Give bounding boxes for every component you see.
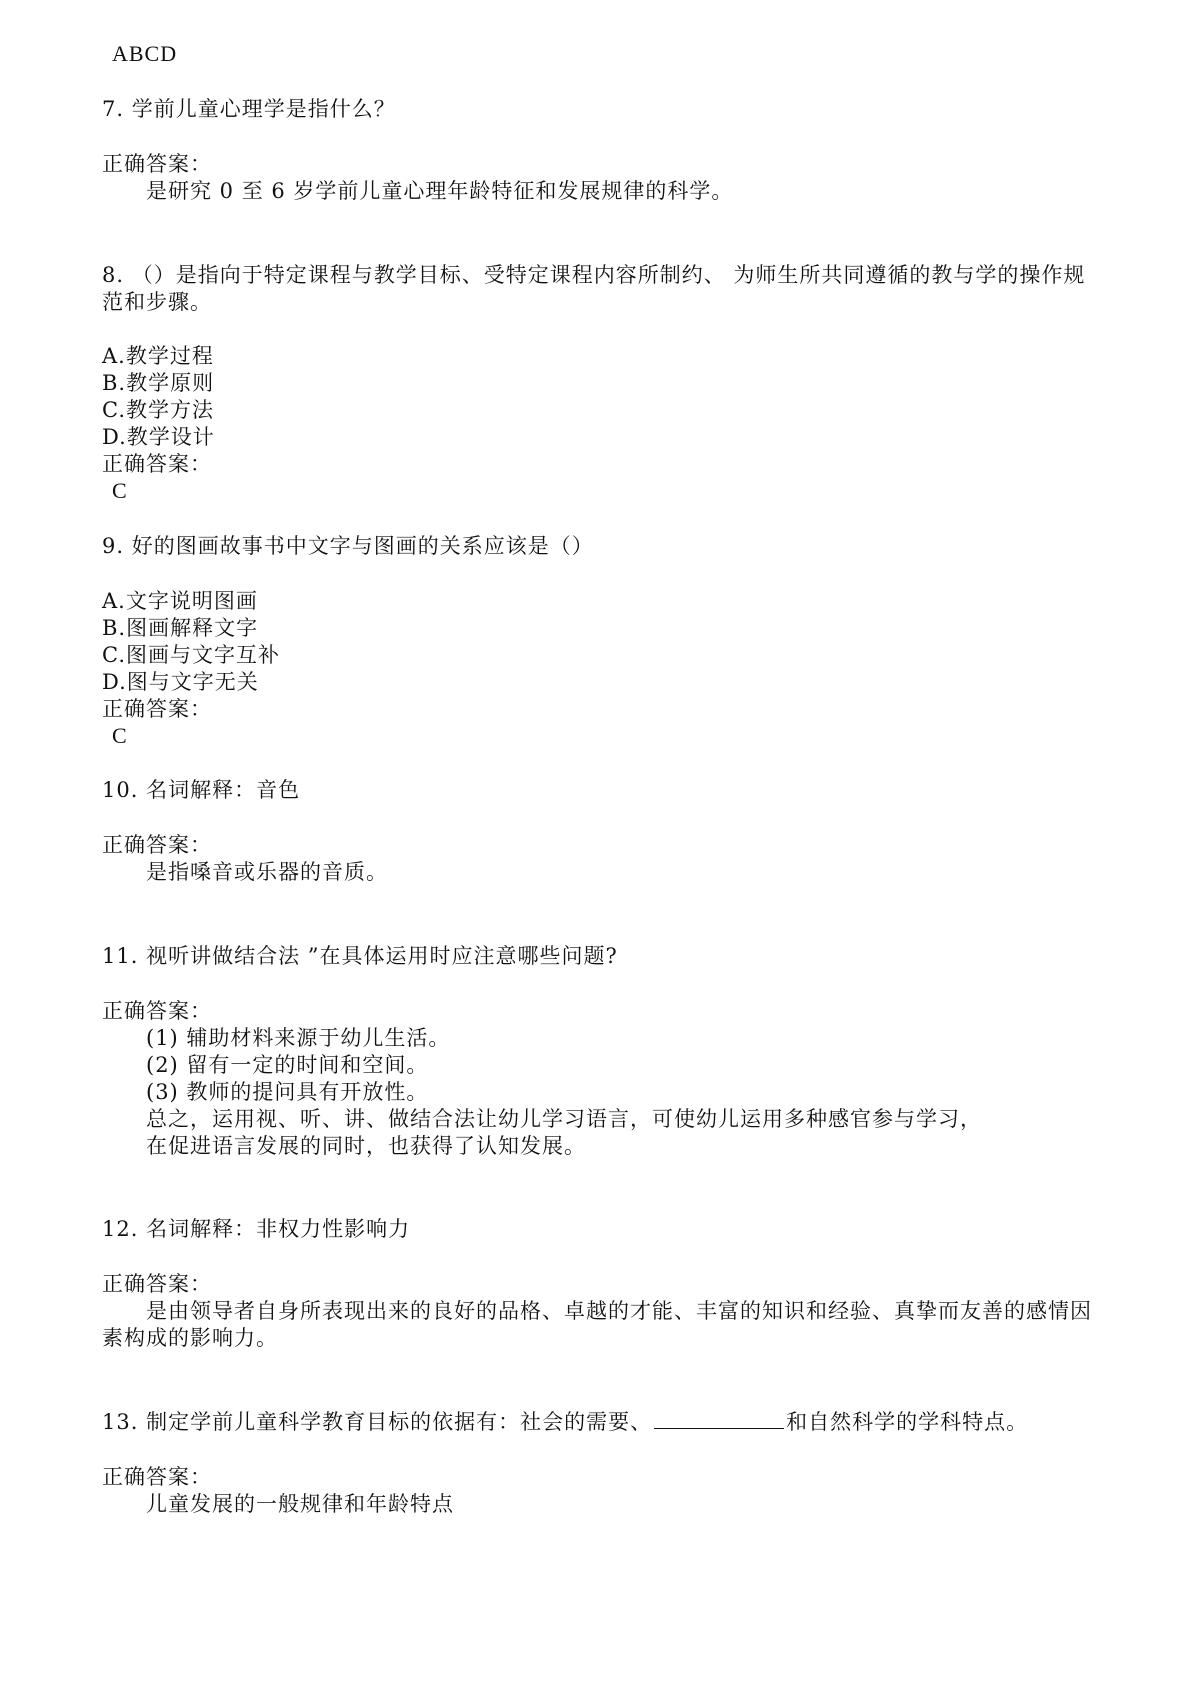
previous-answer: ABCD bbox=[112, 41, 178, 66]
q12-answer-line-1: 是由领导者自身所表现出来的良好的品格、卓越的才能、丰富的知识和经验、真挚而友善的感情因 bbox=[146, 1299, 1092, 1323]
q9-option-d: D.图与文字无关 bbox=[102, 670, 259, 694]
q9-answer-label: 正确答案： bbox=[102, 697, 212, 721]
question-7: 7. 学前儿童心理学是指什么？ bbox=[102, 97, 396, 121]
q10-answer-label: 正确答案： bbox=[102, 833, 212, 857]
q12-answer-line-2: 素构成的影响力。 bbox=[102, 1326, 278, 1350]
q10-answer: 是指嗓音或乐器的音质。 bbox=[146, 860, 388, 884]
q7-answer-label: 正确答案： bbox=[102, 152, 212, 176]
q8-option-d: D.教学设计 bbox=[102, 425, 215, 449]
q8-option-b: B.教学原则 bbox=[102, 371, 215, 395]
q11-answer-line-1: (1) 辅助材料来源于幼儿生活。 bbox=[146, 1026, 451, 1050]
q8-option-c: C.教学方法 bbox=[102, 398, 214, 422]
question-12: 12. 名词解释：非权力性影响力 bbox=[102, 1217, 411, 1241]
q11-answer-line-2: (2) 留有一定的时间和空间。 bbox=[146, 1053, 429, 1077]
q13-answer-label: 正确答案： bbox=[102, 1465, 212, 1489]
q9-option-c: C.图画与文字互补 bbox=[102, 643, 280, 667]
question-8-line-1: 8. （）是指向于特定课程与教学目标、受特定课程内容所制约、 为师生所共同遵循的教与学的操作规 bbox=[102, 263, 1086, 287]
q9-answer: C bbox=[112, 723, 128, 748]
question-11: 11. 视听讲做结合法 ”在具体运用时应注意哪些问题? bbox=[102, 944, 618, 968]
question-9: 9. 好的图画故事书中文字与图画的关系应该是（） bbox=[102, 534, 594, 558]
question-8-line-2: 范和步骤。 bbox=[102, 290, 212, 314]
q9-option-b: B.图画解释文字 bbox=[102, 616, 259, 640]
q13-answer: 儿童发展的一般规律和年龄特点 bbox=[146, 1492, 454, 1516]
q11-answer-line-3: (3) 教师的提问具有开放性。 bbox=[146, 1080, 429, 1104]
q11-answer-label: 正确答案： bbox=[102, 999, 212, 1023]
q8-answer: C bbox=[112, 478, 128, 503]
q8-option-a: A.教学过程 bbox=[102, 344, 214, 368]
q11-answer-line-4: 总之，运用视、听、讲、做结合法让幼儿学习语言，可使幼儿运用多种感官参与学习， bbox=[146, 1107, 982, 1131]
question-13-before-blank: 13. 制定学前儿童科学教育目标的依据有：社会的需要、 bbox=[102, 1410, 653, 1434]
q8-answer-label: 正确答案： bbox=[102, 452, 212, 476]
question-13-after-blank: 和自然科学的学科特点。 bbox=[786, 1410, 1029, 1434]
question-13 bbox=[102, 1408, 1028, 1436]
fill-in-blank bbox=[654, 1408, 784, 1429]
q7-answer: 是研究 0 至 6 岁学前儿童心理年龄特征和发展规律的科学。 bbox=[146, 179, 734, 203]
question-10: 10. 名词解释：音色 bbox=[102, 778, 301, 802]
q12-answer-label: 正确答案： bbox=[102, 1272, 212, 1296]
q11-answer-line-5: 在促进语言发展的同时，也获得了认知发展。 bbox=[146, 1134, 586, 1158]
q9-option-a: A.文字说明图画 bbox=[102, 589, 258, 613]
